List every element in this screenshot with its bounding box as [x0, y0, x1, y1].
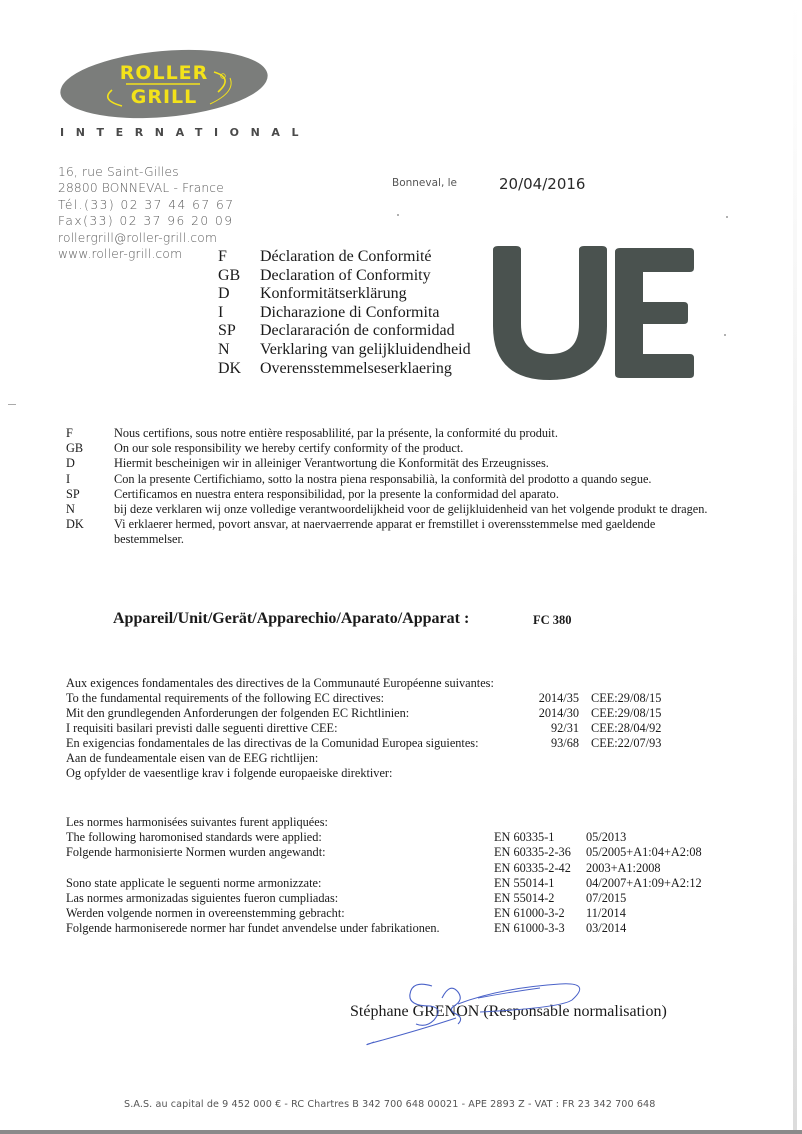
- declaration-titles: [210, 248, 471, 378]
- logo-tagline: INTERNATIONAL: [60, 126, 311, 139]
- table-row: Las normes armonizadas siguientes fueron cumpliadas: EN 55014-2 07/2015: [66, 890, 627, 905]
- page-edge-bottom: [0, 1130, 802, 1134]
- scan-speck: [724, 334, 726, 336]
- title-row: D Konformitätserklärung: [218, 285, 407, 303]
- title-row: SP Declararación de conformidad: [218, 322, 455, 340]
- roller-grill-logo: [60, 48, 268, 120]
- title-row: DK Overensstemmelseserklaering: [218, 359, 452, 377]
- svg-text:ROLLER: ROLLER: [119, 62, 209, 84]
- table-row: En exigencias fondamentales de las directivas de la Comunidad Europea siguientes: 93/68 CEE:22/07/93: [66, 736, 662, 750]
- list-item: D Hiermit bescheinigen wir in alleiniger Verantwortung die Konformität des Erzeugnisses.: [66, 456, 549, 471]
- list-item: DK Vi erklaerer hermed, povort ansvar, at naervaerrende apparat er fremstillet i overensstemmelse med gaeldende bestemmelser.: [66, 517, 656, 547]
- title-row: F Déclaration de Conformité: [218, 248, 432, 265]
- certification-statements: [66, 426, 726, 548]
- unit-label: Appareil/Unit/Gerät/Apparechio/Aparato/Apparat :: [113, 610, 470, 627]
- list-item: N bij deze verklaren wij onze volledige verantwoordelijkheid voor de gelijkluidenheid van het volgende produkt te dragen.: [66, 502, 708, 517]
- unit-model: FC 380: [533, 613, 572, 627]
- title-row: GB Declaration of Conformity: [218, 266, 431, 284]
- title-row: N Verklaring van gelijkluidendheid: [218, 340, 471, 358]
- address-website: www.roller-grill.com: [58, 247, 183, 262]
- page-edge: [793, 0, 797, 1130]
- scan-speck: [726, 216, 728, 218]
- address-street: 16, rue Saint-Gilles: [58, 165, 179, 179]
- table-row: Werden volgende normen in overeenstemming gebracht: EN 61000-3-2 11/2014: [66, 906, 626, 921]
- table-row: Og opfylder de vaesentlige krav i folgende europaeiske direktiver:: [66, 766, 393, 780]
- list-item: I Con la presente Certifichiamo, sotto la nostra piena responsabilià, la conformità del prodotto a quando segue.: [66, 471, 652, 486]
- ue-mark: [490, 246, 702, 380]
- handwritten-signature: [360, 978, 600, 1048]
- table-row: Folgende harmoniserede normer har fundet anvendelse under fabrikationen. EN 61000-3-3 03/2014: [66, 921, 627, 936]
- table-row: Aan de fundeamentale eisen van de EEG richtlijen:: [66, 751, 319, 765]
- place-label: Bonneval, le: [392, 177, 458, 189]
- document-date: 20/04/2016: [499, 175, 586, 193]
- table-row: I requisiti basilari previsti dalle seguenti direttive CEE: 92/31 CEE:28/04/92: [66, 721, 662, 735]
- table-row: Folgende harmonisierte Normen wurden angewandt: EN 60335-2-36 05/2005+A1:04+A2:08: [66, 845, 702, 860]
- svg-text:GRILL: GRILL: [130, 86, 198, 108]
- scan-mark: [8, 404, 16, 405]
- table-row: Mit den grundlegenden Anforderungen der folgenden EC Richtlinien: 2014/30 CEE:29/08/15: [66, 706, 662, 720]
- list-item: GB On our sole responsibility we hereby certify conformity of the product.: [66, 441, 464, 456]
- table-row: Sono state applicate le seguenti norme armonizzate: EN 55014-1 04/2007+A1:09+A2:12: [66, 875, 702, 890]
- standards-table: [66, 815, 766, 937]
- address-city: 28800 BONNEVAL - France: [58, 181, 224, 196]
- address-fax: Fax(33) 02 37 96 20 09: [58, 214, 234, 229]
- scan-speck: [397, 214, 399, 216]
- table-row: To the fundamental requirements of the following EC directives: 2014/35 CEE:29/08/15: [66, 691, 662, 705]
- company-address: [58, 164, 235, 262]
- table-row: Les normes harmonisées suivantes furent appliquées:: [66, 815, 328, 829]
- table-row: The following haromonised standards were applied: EN 60335-1 05/2013: [66, 830, 627, 845]
- list-item: F Nous certifions, sous notre entière resposablilité, par la présente, la conformité du produit.: [66, 426, 558, 440]
- address-phone: Tél.(33) 02 37 44 67 67: [58, 197, 235, 212]
- signatory-name: Stéphane GRENON (Responsable normalisation): [350, 1003, 667, 1020]
- title-row: I Dicharazione di Conformita: [218, 303, 440, 321]
- list-item: SP Certificamos en nuestra entera responsibilidad, por la presente la conformidad del aparato.: [66, 486, 559, 501]
- address-email: rollergrill@roller-grill.com: [58, 230, 218, 245]
- table-row: EN 60335-2-42 2003+A1:2008: [494, 860, 661, 875]
- legal-footer: S.A.S. au capital de 9 452 000 € - RC Chartres B 342 700 648 00021 - APE 2893 Z - VAT : FR 23 342 700 648: [124, 1099, 656, 1110]
- table-row: Aux exigences fondamentales des directives de la Communauté Européenne suivantes:: [66, 676, 494, 690]
- directives-table: [66, 676, 726, 781]
